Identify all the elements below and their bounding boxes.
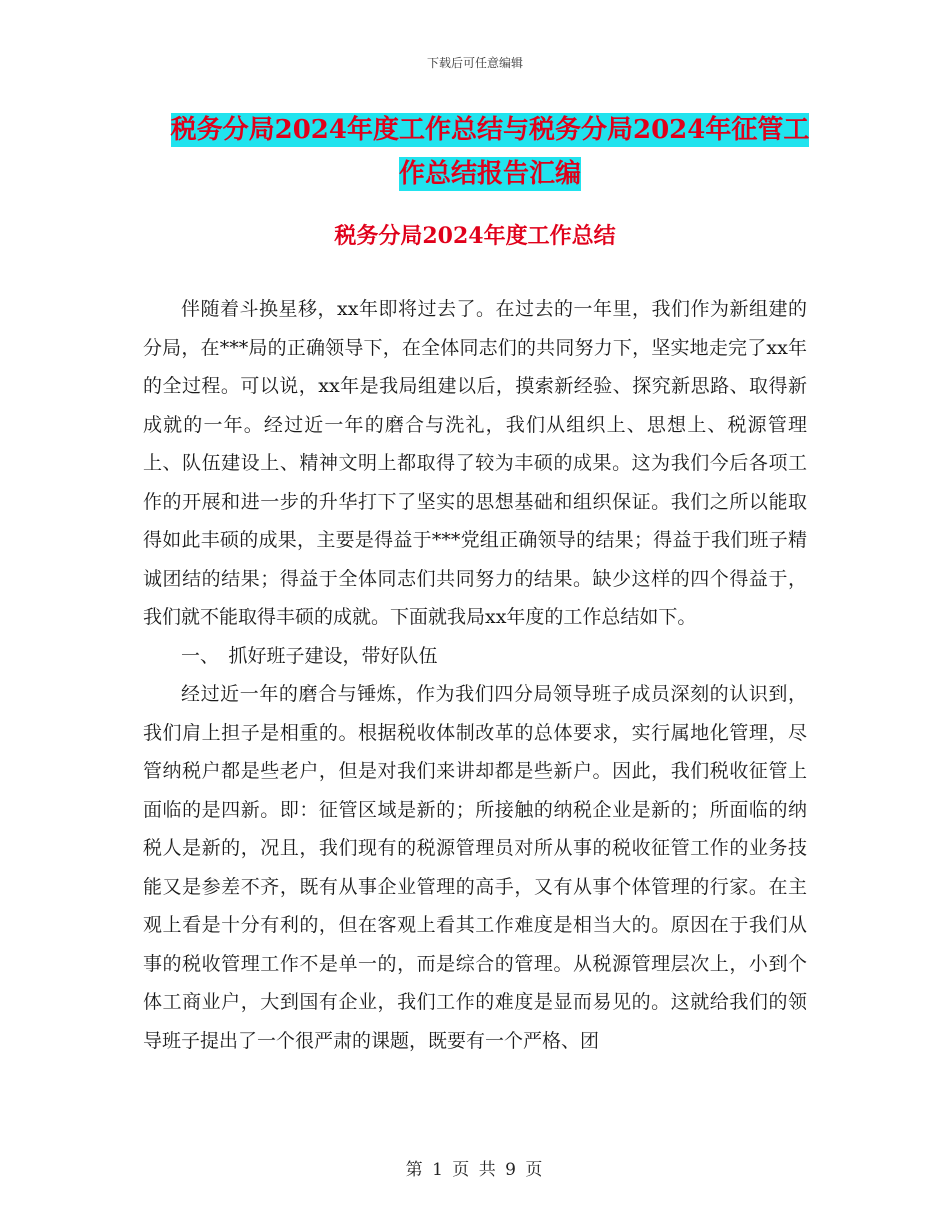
header-note: 下载后可任意编辑 (426, 56, 523, 70)
section-title: 税务分局2024年度工作总结 (334, 223, 616, 249)
page-number: 第 1 页 共 9 页 (405, 1160, 545, 1180)
document-title (160, 108, 820, 196)
document-title-text: 税务分局2024年度工作总结与税务分局2024年征管工作总结报告汇编 (170, 115, 810, 189)
document-body (143, 290, 807, 1060)
heading-item-1: 一、 抓好班子建设，带好队伍 (181, 644, 438, 667)
paragraph-item-1: 经过近一年的磨合与锤炼，作为我们四分局领导班子成员深刻的认识到，我们肩上担子是相重的。根据税收体制改革的总体要求，实行属地化管理，尽管纳税户都是些老户，但是对我们来讲却都是些新户。因此，我们税收征管上面临的是四新。即：征管区域是新的；所接触的纳税企业是新的；所面临的纳税人是新的，况且，我们现有的税源管理员对所从事的税收征管工作的业务技能又是参差不齐，既有从事企业管理的高手，又有从事个体管理的行家。在主观上看是十分有利的，但在客观上看其工作难度是相当大的。原因在于我们从事的税收管理工作不是单一的，而是综合的管理。从税源管理层次上，小到个体工商业户，大到国有企业，我们工作的难度是显而易见的。这就给我们的领导班子提出了一个很严肃的课题，既要有一个严格、团 (143, 683, 807, 1052)
paragraph-intro: 伴随着斗换星移，xx年即将过去了。在过去的一年里，我们作为新组建的分局，在***局的正确领导下，在全体同志们的共同努力下，坚实地走完了xx年的全过程。可以说，xx年是我局组建以后，摸索新经验、探究新思路、取得新成就的一年。经过近一年的磨合与洗礼，我们从组织上、思想上、税源管理上、队伍建设上、精神文明上都取得了较为丰硕的成果。这为我们今后各项工作的开展和进一步的升华打下了坚实的思想基础和组织保证。我们之所以能取得如此丰硕的成果，主要是得益于***党组正确领导的结果；得益于我们班子精诚团结的结果；得益于全体同志们共同努力的结果。缺少这样的四个得益于，我们就不能取得丰硕的成就。下面就我局xx年度的工作总结如下。 (143, 298, 807, 628)
